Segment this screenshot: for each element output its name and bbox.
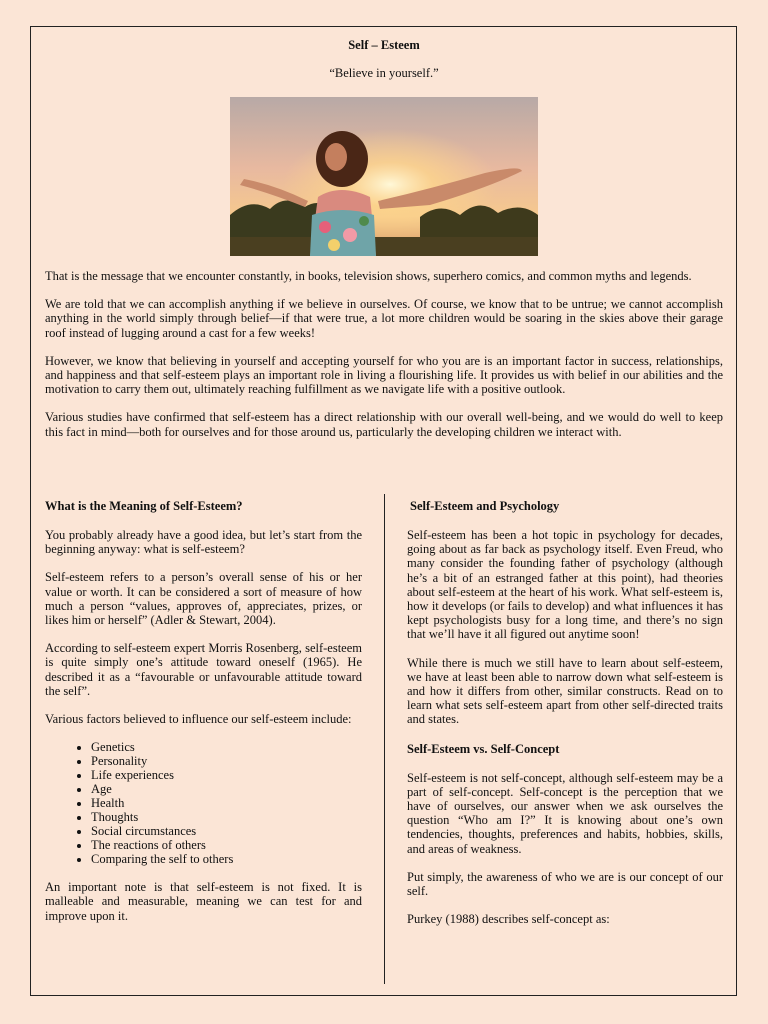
- intro-paragraph: We are told that we can accomplish anything if we believe in ourselves. Of course, we know that to be untrue; we cannot accomplish anything in the world simply through belief—if that were true, a lot more children would be soaring in the skies above their garage roof instead of lugging around a cast for a few weeks!: [45, 297, 723, 340]
- right-paragraph: Self-esteem has been a hot topic in psychology for decades, going about as far back as psychology itself. Even Freud, who many consider the founding father of psychology (although he’s a bit of an estranged father at this point), had theories about self-esteem at the heart of his work. What self-esteem is, how it develops (or fails to develop) and what influences it has kept psychologists busy for a long time, and there’s no sign that we’ll have it all figured out anytime soon!: [407, 528, 723, 642]
- right-paragraph: Self-esteem is not self-concept, although self-esteem may be a part of self-concept. Self-concept is the perception that we have of ourselves, our answer when we ask ourselves the question “Who am I?” It is knowing about one’s own tendencies, thoughts, preferences and habits, hobbies, skills, and areas of weakness.: [407, 770, 723, 856]
- column-divider: [384, 494, 385, 984]
- hero-image: [230, 97, 538, 256]
- factor-item: • Health: [91, 796, 362, 810]
- intro-paragraph: That is the message that we encounter constantly, in books, television shows, superhero comics, and common myths and legends.: [45, 269, 692, 283]
- intro-section: [45, 269, 723, 453]
- right-paragraph: Purkey (1988) describes self-concept as:: [407, 912, 610, 927]
- left-paragraph: Various factors believed to influence our self-esteem include:: [45, 712, 352, 727]
- right-column-heading: Self-Esteem and Psychology: [410, 499, 560, 513]
- intro-paragraph: However, we know that believing in yourself and accepting yourself for who you are is an important factor in success, relationships, and happiness and that self-esteem plays an important role in living a flourishing life. It provides us with belief in our abilities and the motivation to carry them out, ultimately reaching fulfillment as we navigate life with a positive outlook.: [45, 353, 723, 397]
- factor-item: • Thoughts: [91, 810, 362, 824]
- factor-item: • Life experiences: [91, 768, 362, 782]
- left-column-heading: What is the Meaning of Self-Esteem?: [45, 499, 243, 513]
- woman-arms-outstretched-sunset-photo-icon: [230, 97, 538, 256]
- left-paragraph: You probably already have a good idea, but let’s start from the beginning anyway: what is self-esteem?: [45, 528, 362, 557]
- document-quote: “Believe in yourself.”: [329, 66, 439, 80]
- factor-item: • Social circumstances: [91, 824, 362, 838]
- factor-item: • Comparing the self to others: [91, 852, 362, 866]
- factor-item: • Genetics: [91, 740, 362, 754]
- left-paragraph: According to self-esteem expert Morris Rosenberg, self-esteem is quite simply one’s attitude toward oneself (1965). He described it as a “favourable or unfavourable attitude toward the self”.: [45, 641, 362, 698]
- factor-item: • The reactions of others: [91, 838, 362, 852]
- document-title: Self – Esteem: [348, 38, 420, 52]
- intro-paragraph: Various studies have confirmed that self-esteem has a direct relationship with our overall well-being, and we would do well to keep this fact in mind—both for ourselves and for those around us, particularly the developing children we interact with.: [45, 410, 723, 439]
- right-column-subheading: Self-Esteem vs. Self-Concept: [407, 741, 560, 756]
- left-paragraph: Self-esteem refers to a person’s overall sense of his or her value or worth. It can be considered a sort of measure of how much a person “values, approves of, appreciates, prizes, or likes him or herself” (Adler & Stewart, 2004).: [45, 570, 362, 628]
- right-paragraph: Put simply, the awareness of who we are is our concept of our self.: [407, 869, 723, 899]
- factor-item: • Age: [91, 782, 362, 796]
- factor-item: • Personality: [91, 754, 362, 768]
- factors-list: [45, 740, 362, 866]
- right-column: [407, 498, 723, 940]
- document-body: [45, 37, 723, 927]
- left-closing-paragraph: An important note is that self-esteem is not fixed. It is malleable and measurable, meaning we can test for and improve upon it.: [45, 880, 362, 923]
- left-column: [45, 498, 362, 937]
- right-paragraph: While there is much we still have to learn about self-esteem, we have at least been able to narrow down what self-esteem is and how it differs from other, similar constructs. Read on to learn what sets self-esteem apart from other self-directed traits and states.: [407, 655, 723, 727]
